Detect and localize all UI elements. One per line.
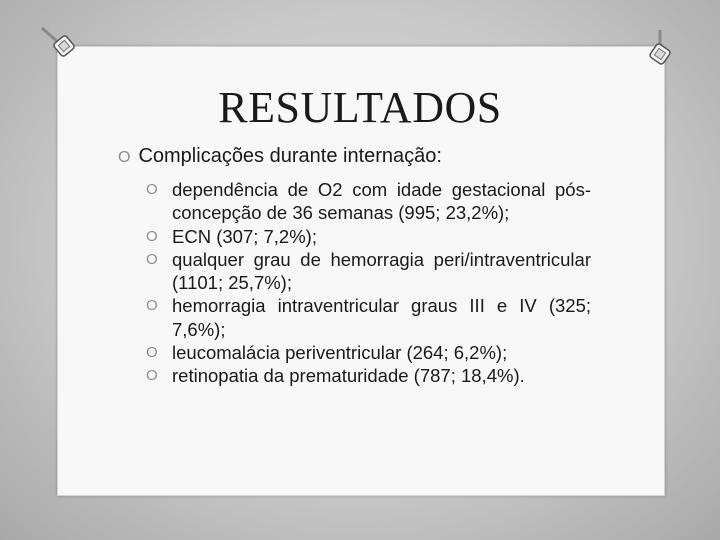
bullet-marker-icon: O xyxy=(146,250,158,268)
list-item xyxy=(146,248,591,295)
slide-title: RESULTADOS xyxy=(218,83,502,132)
bullet-marker-icon: O xyxy=(146,227,158,245)
list-item xyxy=(146,341,591,364)
results-list xyxy=(146,178,591,388)
pushpin-icon xyxy=(640,26,680,70)
list-item xyxy=(146,225,591,248)
bullet-marker-icon: O xyxy=(146,344,158,362)
list-item xyxy=(146,178,591,225)
list-item-text: retinopatia da prematuridade (787; 18,4%). xyxy=(172,365,525,387)
list-item xyxy=(146,294,591,341)
list-item-text: dependência de O2 com idade gestacional pós-concepção de 36 semanas (995; 23,2%); xyxy=(172,179,591,224)
heading-bullet xyxy=(118,145,442,168)
bullet-marker-icon: O xyxy=(146,297,158,315)
list-item-text: ECN (307; 7,2%); xyxy=(172,225,317,247)
bullet-marker-icon: O xyxy=(146,367,158,385)
list-item xyxy=(146,364,591,387)
list-item-text: hemorragia intraventricular graus III e IV (325; 7,6%); xyxy=(172,295,591,340)
bullet-marker-icon: O xyxy=(146,181,158,198)
list-item-text: leucomalácia periventricular (264; 6,2%); xyxy=(172,342,508,364)
heading-bullet-text: Complicações durante internação: xyxy=(138,145,442,167)
list-item-text: qualquer grau de hemorragia peri/intraventricular (1101; 25,7%); xyxy=(172,248,591,294)
bullet-marker-icon: O xyxy=(118,149,131,166)
pushpin-icon xyxy=(36,22,80,62)
